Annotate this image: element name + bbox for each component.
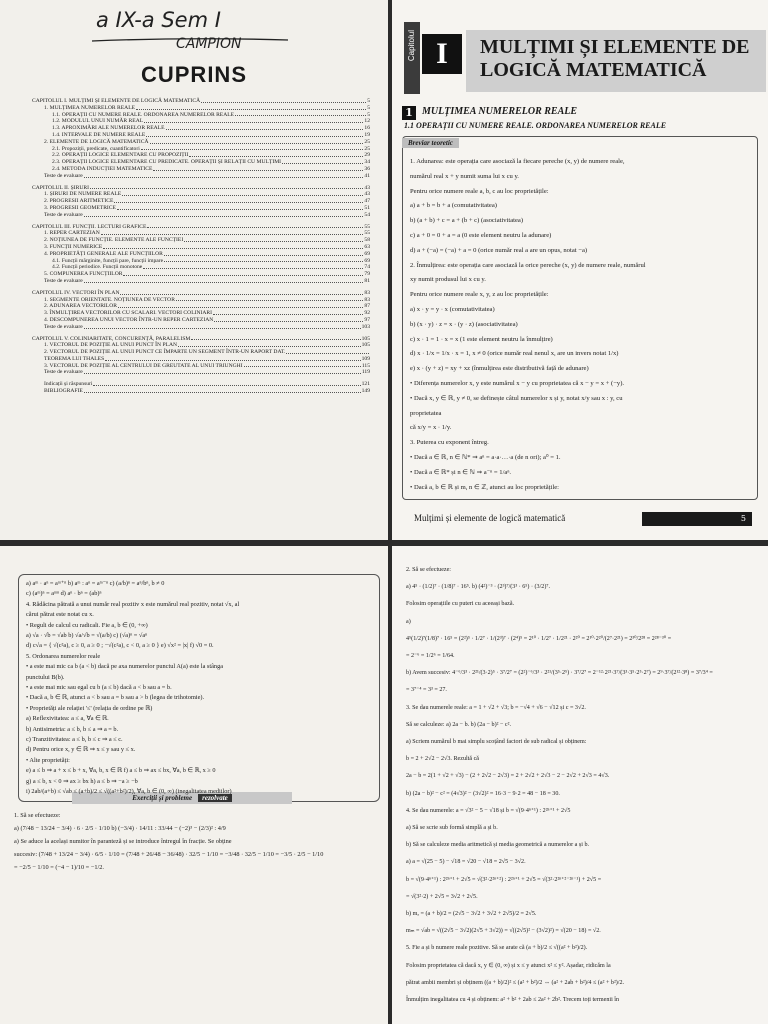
toc-dot-leader (147, 224, 363, 229)
toc-entry-title: TEOREMA LUI THALES (44, 355, 105, 362)
text-line: a) Să se scrie sub formă simplă a și b. (406, 825, 498, 831)
subsection-title: 1.1 OPERAȚII CU NUMERE REALE. ORDONAREA NUMERELOR REALE (404, 121, 667, 130)
chapter-title (466, 30, 766, 92)
toc-entry-title: CAPITOLUL I. MULȚIMI ȘI ELEMENTE DE LOGICĂ MATEMATICĂ (32, 98, 201, 104)
toc-entry (32, 105, 370, 112)
toc-dot-leader (84, 388, 361, 393)
toc-dot-leader (118, 303, 363, 308)
toc-entry-page: 97 (364, 316, 370, 323)
toc-entry (32, 324, 370, 331)
toc-entry (32, 205, 370, 212)
text-line: a) Scriem numărul b mai simplu scoțând factori de sub radical și obținem: (406, 739, 587, 745)
toc-dot-leader (150, 139, 364, 144)
text-line: d) a + (−a) = (−a) + a = 0 (orice număr real a are un opus, notat −a) (410, 246, 588, 254)
toc-dot-leader (93, 381, 360, 386)
toc-entry-page: 74 (364, 264, 370, 271)
section-title: MULȚIMEA NUMERELOR REALE (422, 106, 578, 117)
toc-entry (32, 146, 370, 153)
toc-entry-title: 3. VECTORUL DE POZIȚIE AL CENTRULUI DE GREUTATE AL UNUI TRIUNGHI (44, 362, 243, 369)
toc-dot-leader (282, 159, 363, 164)
text-line: = 2⁻⁶ = 1/2⁶ = 1/64. (406, 653, 455, 659)
text-line: • a este mai mic sau egal cu b (a ≤ b) dacă a < b sau a = b. (26, 684, 172, 691)
text-line: Folosim operațiile cu puteri cu aceeași bază. (406, 601, 515, 608)
text-line: b = √(9·4ⁿ⁺¹) : 2²ⁿ⁺¹ + 2√5 = √(3²·2²ⁿ⁺²) : 2²ⁿ⁺¹ + 2√5 = √(3²·2²ⁿ⁺²⁻²ⁿ⁻¹) + 2√5 = (406, 876, 602, 883)
text-line: = 3⁷⁻⁴ = 3³ = 27. (406, 687, 447, 694)
toc-entry-page: 83 (364, 296, 370, 303)
toc-entry-page: 149 (361, 388, 370, 395)
toc-entry-title: Indicații și răspunsuri (44, 381, 93, 388)
toc-entry (32, 271, 370, 278)
text-line: 2. Să se efectueze: (406, 567, 452, 573)
text-line: b) Antisimetria: a ≤ b, b ≤ a ⇒ a = b. (26, 725, 119, 733)
text-line: că x/y = x · 1/y. (410, 424, 452, 432)
text-line: a) Reflexivitatea: a ≤ a, ∀a ∈ ℝ. (26, 715, 109, 723)
toc-entry (32, 212, 370, 219)
toc-entry (32, 191, 370, 198)
toc-entry-title: 2.2. OPERAȚII LOGICE ELEMENTARE CU PROPOZIȚII (52, 152, 189, 159)
text-line: b) (2a − b)² − c² = (4√3)² − (3√2)² = 16·3 − 9·2 = 48 − 18 = 30. (406, 790, 560, 797)
toc-entry (32, 198, 370, 205)
toc-entry (32, 139, 370, 146)
text-line: punctului B(b). (26, 673, 65, 681)
toc-entry-title: 3. PROGRESII GEOMETRICE (44, 204, 116, 211)
toc-dot-leader (166, 125, 364, 130)
toc-entry (32, 381, 370, 388)
toc-entry-page: 43 (364, 184, 370, 191)
toc-entry (32, 369, 370, 376)
toc-entry-title: 1.2. MODULUL UNUI NUMĂR REAL (52, 118, 144, 125)
text-line: • Dacă a, b ∈ ℝ și m, n ∈ ℤ, atunci au loc proprietățile: (410, 483, 559, 491)
toc-dot-leader (164, 251, 364, 256)
toc-entry-title: 4.1. Funcții mărginite, funcții pare, funcții impare (52, 257, 164, 264)
toc-dot-leader (136, 105, 366, 110)
chapter-number: I (422, 34, 462, 74)
toc-entry-title: 2. ADUNAREA VECTORILOR (44, 303, 117, 310)
text-line: • Alte proprietăți: (26, 756, 70, 764)
toc-entry (32, 317, 370, 324)
text-line: • Dacă a ∈ ℝ, n ∈ ℕ* ⇒ aⁿ = a·a·…·a (de n ori); a⁰ = 1. (410, 454, 561, 461)
text-line: • a este mai mic ca b (a < b) dacă pe axa numerelor punctul A(a) este la stânga (26, 663, 224, 671)
toc-entry (32, 152, 370, 159)
text-line: b) mₐ = (a + b)/2 = (2√5 − 3√2 + 3√2 + 2√5)/2 = 2√5. (406, 911, 537, 917)
text-line: 4. Se dau numerele: a = √3² − 5 − √18 și b = √(9·4ⁿ⁺¹) : 2²ⁿ⁺¹ + 2√5 (406, 807, 571, 814)
toc-entry-title: 2. VECTORUL DE POZIȚIE AL UNUI PUNCT CE ÎMPARTE UN SEGMENT ÎNTR-UN RAPORT DAT. (44, 349, 286, 356)
toc-dot-leader (214, 317, 363, 322)
text-line: • Dacă x, y ∈ ℝ, y ≠ 0, se definește câtul numerelor x și y, notat x/y sau x : y, cu (410, 394, 623, 402)
toc-dot-leader (244, 363, 361, 368)
toc-entry-page: 58 (364, 237, 370, 244)
text-line: 3. Se dau numerele reale: a = 1 + √2 + √3; b = −√4 + √6 − √12 și c = 3√2. (406, 704, 586, 711)
text-line: i) 2ab/(a+b) ≤ √ab ≤ (a+b)/2 ≤ √((a²+b²)/2), ∀a, b ∈ (0, ∞) (inegalitatea mediilor) (26, 788, 232, 795)
toc-entry (32, 125, 370, 132)
text-line: xy numit produsul lui x cu y. (410, 276, 486, 284)
text-line: d) c√a = { √(c²a), c ≥ 0, a ≥ 0 ; −√(c²a), c < 0, a ≥ 0 } e) √x² = |x| f) √0 = 0. (26, 642, 214, 650)
toc-dot-leader (117, 205, 363, 210)
toc-dot-leader (178, 342, 361, 347)
text-line: a) a + b = b + a (comutativitatea) (410, 202, 497, 210)
toc-entry-title: 1. VECTORUL DE POZIȚIE AL UNUI PUNCT ÎN PLAN (44, 342, 178, 349)
toc-entry-title: BIBLIOGRAFIE (44, 388, 83, 395)
toc-entry-page: 119 (361, 369, 370, 376)
toc-entry-page: 47 (364, 198, 370, 205)
toc-dot-leader (189, 152, 363, 157)
text-line: a) (7/48 − 13/24 − 3/4) · 6 · 2/5 · 1/10 b) (−3/4) · 14/11 : 33/44 − (−2)³ − (2/3)² : 4/9 (14, 825, 226, 832)
text-line: 2a − b = 2(1 + √2 + √3) − (2 + 2√2 − 2√3) = 2 + 2√2 + 2√3 − 2 − 2√2 + 2√3 = 4√3. (406, 773, 610, 780)
toc-entry-page: 25 (364, 145, 370, 152)
page-footer (392, 510, 768, 528)
toc-entry-page: 69 (364, 250, 370, 257)
toc-dot-leader (286, 349, 369, 354)
toc-entry-title: Teste de evaluare (44, 211, 83, 218)
exercises-tag: rezolvate (198, 794, 232, 802)
text-line: = −2/5 − 1/10 = (−4 − 1)/10 = −1/2. (14, 864, 104, 871)
toc-entry-page: 121 (361, 381, 370, 388)
toc-entry (32, 264, 370, 271)
text-line: 2. Înmulțirea: este operația care asociază la orice pereche (x, y) de numere reale, numărul (410, 261, 646, 269)
text-line: b) (a + b) + c = a + (b + c) (asociativitatea) (410, 217, 524, 225)
text-line: Pentru orice numere reale x, y, z au loc proprietățile: (410, 291, 549, 299)
cuprins-title: CUPRINS (140, 62, 247, 87)
toc-entry-title: CAPITOLUL V. COLINIARITATE, CONCURENȚĂ, PARALELISM (32, 335, 191, 342)
text-line: Folosim proprietatea că dacă x, y ∈ (0, ∞) și x ≤ y atunci x² ≤ y². Așadar, ridicăm la (406, 962, 611, 969)
toc-dot-leader (101, 230, 364, 235)
text-line: 1. Adunarea: este operația care asociază la fiecare pereche (x, y) de numere reale, (410, 158, 625, 165)
toc-entry-page: 29 (364, 152, 370, 159)
toc-entry-page: 81 (364, 277, 370, 284)
toc-entry-title: 3. ÎNMULȚIREA VECTORILOR CU SCALARI. VECTORI COLINIARI (44, 310, 213, 317)
text-line: a) a = √(25 − 5) − √18 = √20 − √18 = 2√5 − 3√2. (406, 859, 526, 866)
toc-entry (32, 173, 370, 180)
toc-entry-title: 1. REPER CARTEZIAN (44, 230, 100, 237)
toc-entry-page: 36 (364, 165, 370, 172)
toc-entry-page: 5 (367, 111, 370, 118)
text-line: mₘ = √ab = √((2√5 − 3√2)(2√5 + 3√2)) = √((2√5)² − (3√2)²) = √(20 − 18) = √2. (406, 928, 601, 935)
toc-entry (32, 224, 370, 231)
toc-entry (32, 159, 370, 166)
toc-entry-title: 2.3. OPERAȚII LOGICE ELEMENTARE CU PREDICATE. OPERAȚII ȘI RELAȚII CU MULȚIMI (52, 159, 282, 166)
toc-entry-page: 12 (364, 118, 370, 125)
toc-entry-title: 4. DESCOMPUNEREA UNUI VECTOR ÎNTR-UN REPER CARTEZIAN (44, 316, 214, 323)
toc-dot-leader (144, 118, 363, 123)
text-line: c) Tranzitivitatea: a ≤ b, b ≤ c ⇒ a ≤ c. (26, 736, 123, 743)
toc-entry (32, 98, 370, 105)
text-line: 4. Rădăcina pătrată a unui număr real pozitiv x este numărul real pozitiv, notat √x, al (26, 600, 240, 608)
text-line: e) a ≤ b ⇒ a + x ≤ b + x, ∀a, b, x ∈ ℝ f) a ≤ b ⇒ ax ≤ bx, ∀a, b ∈ ℝ, x ≥ 0 (26, 767, 216, 775)
toc-entry-title: Teste de evaluare (44, 172, 83, 179)
toc-dot-leader (143, 264, 363, 269)
text-line: c) a + 0 = 0 + a = a (0 este element neutru la adunare) (410, 232, 552, 239)
text-line: a) √a · √b = √ab b) √a/√b = √(a/b) c) (√a)ⁿ = √aⁿ (26, 632, 148, 639)
toc-dot-leader (105, 356, 360, 361)
toc-entry-title: 1. ȘIRURI DE NUMERE REALE (44, 191, 122, 198)
toc-entry-page: 109 (361, 355, 370, 362)
toc-entry-page: 105 (361, 342, 370, 349)
text-line: 1. Să se efectueze: (14, 812, 61, 819)
toc-entry-title: CAPITOLUL II. ȘIRURI (32, 184, 90, 191)
toc-entry-page: 41 (364, 172, 370, 179)
text-line: b) Avem succesiv: 4⁻⁶/3³ · 2²¹/(3·2)⁵ · 3⁷/2⁷ = (2²)⁻⁶/3³ · 2²¹/(3⁵·2⁵) · 3⁷/2⁷ = 2⁻¹²·2²¹·3⁷/(3³·3⁵·2⁵·2⁷) = 2⁹·3⁷/(2¹²·3⁸) = 3⁷/3⁴ = (406, 670, 713, 677)
toc-entry-page: 87 (364, 303, 370, 310)
section-number: 1 (402, 106, 416, 120)
toc-entry (32, 251, 370, 258)
toc-entry-title: CAPITOLUL IV. VECTORI ÎN PLAN (32, 289, 120, 296)
toc-entry (32, 310, 370, 317)
toc-dot-leader (84, 324, 361, 329)
text-line: • Dacă a, b ∈ ℝ, atunci a < b sau a = b sau a > b (legea de trihotomie). (26, 694, 205, 702)
toc-dot-leader (184, 237, 363, 242)
toc-entry-page: 43 (364, 191, 370, 198)
toc-dot-leader (84, 278, 364, 283)
text-line: • Dacă a ∈ ℝ* și n ∈ ℕ ⇒ a⁻ⁿ = 1/aⁿ. (410, 468, 512, 476)
toc-entry-title: 2. ELEMENTE DE LOGICĂ MATEMATICĂ (44, 138, 149, 145)
toc-entry-page: 83 (364, 289, 370, 296)
text-line: pătrat ambii membri și obținem ((a + b)/2)² ≤ (a² + b²)/2 ⇔ (a² + 2ab + b²)/4 ≤ (a² + b²)/2. (406, 979, 625, 986)
text-line: a) 4⁵ · (1/2)⁷ · (1/8)⁷ · 16⁵. b) (4²)⁻³ · (2³)⁷/(3³ · 6⁵) · (3/2)⁷. (406, 584, 551, 591)
toc-entry-page: 25 (364, 138, 370, 145)
text-line: d) Pentru orice x, y ∈ ℝ ⇒ x ≤ y sau y ≤ x. (26, 746, 136, 754)
toc-entry (32, 244, 370, 251)
text-line: 5. Fie a și b numere reale pozitive. Să se arate că (a + b)/2 ≤ √((a² + b²)/2). (406, 945, 588, 952)
toc-dot-leader (141, 146, 364, 151)
toc-entry-title: 3. FUNCȚII NUMERICE (44, 243, 103, 250)
toc-entry (32, 363, 370, 370)
chapter-title-line-2: LOGICĂ MATEMATICĂ (480, 59, 707, 81)
text-line: numărul real x + y numit suma lui x cu y. (410, 172, 519, 180)
toc-entry-page: 115 (361, 362, 370, 369)
text-line: a) aᵐ · aⁿ = aᵐ⁺ⁿ b) aᵐ : aⁿ = aᵐ⁻ⁿ c) (a/b)ⁿ = aⁿ/bⁿ, b ≠ 0 (26, 580, 165, 587)
toc-entry (32, 230, 370, 237)
toc-entry-title: 1.4. INTERVALE DE NUMERE REALE (52, 131, 146, 138)
toc-dot-leader (120, 290, 363, 295)
text-line: d) x · 1/x = 1/x · x = 1, x ≠ 0 (orice număr real nenul x, are un invers notat 1/x) (410, 350, 619, 358)
text-line: a) (406, 618, 411, 625)
breviar-tag: Breviar teoretic (402, 138, 459, 148)
text-line: cărui pătrat este notat cu x. (26, 611, 94, 619)
text-line: b) Să se calculeze media aritmetică și media geometrică a numerelor a și b. (406, 842, 590, 849)
exercises-title: Exerciții și probleme (132, 794, 193, 802)
toc-entry-title: Teste de evaluare (44, 369, 83, 376)
toc-entry-page: 55 (364, 230, 370, 237)
toc-entry-page: 79 (364, 271, 370, 278)
page-bottom-right (392, 546, 768, 1024)
toc-entry-title: 2. PROGRESII ARITMETICE (44, 198, 114, 205)
toc-dot-leader (84, 173, 364, 178)
handwritten-note-class: a IX-a Sem I (96, 8, 221, 32)
text-line: • Proprietăți ale relației '≤' (relația de ordine pe ℝ) (26, 704, 153, 712)
toc-entry-title: 1.3. APROXIMĂRI ALE NUMERELOR REALE (52, 125, 165, 132)
toc-entry-title: CAPITOLUL III. FUNCȚII. LECTURI GRAFICE (32, 223, 147, 230)
toc-dot-leader (164, 258, 363, 263)
page-number: 5 (642, 512, 752, 526)
chapter-tab (404, 22, 420, 94)
toc-entry (32, 237, 370, 244)
text-line: Pentru orice numere reale a, b, c au loc proprietățile: (410, 187, 549, 195)
toc-entry (32, 349, 370, 356)
toc-dot-leader (191, 336, 360, 341)
text-line: • Reguli de calcul cu radicali. Fie a, b ∈ (0, +∞) (26, 621, 148, 629)
toc-entry-page: 103 (361, 323, 370, 330)
toc-entry-page: 63 (364, 243, 370, 250)
toc-entry-page: 51 (364, 204, 370, 211)
toc-entry (32, 388, 370, 395)
toc-entry-page: 5 (367, 98, 370, 104)
toc-dot-leader (201, 98, 366, 103)
toc-entry-title: 4. PROPRIETĂȚI GENERALE ALE FUNCȚIILOR (44, 250, 163, 257)
toc-entry-page: 55 (364, 223, 370, 230)
text-line: e) x · (y + z) = xy + xz (înmulțirea este distributivă față de adunare) (410, 365, 589, 373)
toc-entry-title: Teste de evaluare (44, 323, 83, 330)
text-line: • Diferența numerelor x, y este numărul x − y cu proprietatea că x − y = x + (−y). (410, 380, 625, 387)
toc-entry (32, 278, 370, 285)
toc-entry (32, 258, 370, 265)
page-bottom-left (0, 546, 388, 1024)
text-line: Înmulțim inegalitatea cu 4 și obținem: a² + b² + 2ab ≤ 2a² + 2b². Trecem toți termenii în (406, 997, 620, 1003)
toc-entry-title: 5. COMPUNEREA FUNCȚIILOR (44, 271, 123, 278)
toc-dot-leader (153, 166, 363, 171)
text-line: c) (aᵐ)ⁿ = aᵐⁿ d) aⁿ · bⁿ = (ab)ⁿ (26, 590, 102, 598)
toc-entry (32, 185, 370, 192)
toc-dot-leader (84, 369, 361, 374)
toc-dot-leader (122, 191, 363, 196)
text-line: g) a ≤ b, x < 0 ⇒ ax ≥ bx h) a ≤ b ⇒ −a ≥ −b (26, 777, 138, 785)
text-line: succesiv: (7/48 + 13/24 − 3/4) · 6/5 · 1/10 = (7/48 + 26/48 − 36/48) · 32/5 − 1/10 = −3/48 · 32/5 − 1/10 = −3/5 · 2/5 − 1/10 (14, 851, 324, 858)
text-line: proprietatea (410, 409, 442, 417)
toc-entry-page: 19 (364, 131, 370, 138)
toc-entry-title: 4.2. Funcții periodice. Funcții monotone (52, 264, 143, 271)
text-line: a) x · y = y · x (comutativitatea) (410, 306, 495, 313)
footer-label: Mulțimi și elemente de logică matematică (414, 513, 566, 523)
toc-dot-leader (235, 112, 366, 117)
toc-dot-leader (146, 132, 363, 137)
text-line: 5. Ordonarea numerelor reale (26, 652, 101, 660)
toc-entry (32, 132, 370, 139)
toc-dot-leader (213, 310, 363, 315)
page-cuprins (0, 0, 388, 540)
chapter-tab-label: Capitolul (407, 30, 416, 62)
text-line: b) (x · y) · z = x · (y · z) (asociativitatea) (410, 320, 518, 328)
toc-entry-page: 16 (364, 125, 370, 132)
toc-entry-title: 2.1. Propoziții, predicate, cuantificatori (52, 145, 140, 152)
toc-entry-page: 105 (361, 335, 370, 342)
handwritten-note-author: CAMPION (176, 36, 242, 52)
text-line: Să se calculeze: a) 2a − b. b) (2a − b)² − c². (406, 721, 511, 728)
toc-entry-title: 2.4. METODA INDUCȚIEI MATEMATICE (52, 165, 153, 172)
toc-entry-page: 92 (364, 310, 370, 317)
text-line: b = 2 + 2√2 − 2√3. Rezultă că (406, 756, 480, 763)
toc-entry (32, 166, 370, 173)
toc-dot-leader (84, 212, 364, 217)
toc-entry-title: Teste de evaluare (44, 277, 83, 284)
toc-dot-leader (123, 271, 363, 276)
toc-dot-leader (90, 185, 363, 190)
toc-entry (32, 356, 370, 363)
toc-dot-leader (176, 297, 363, 302)
text-line: a) Se aduce la același numitor în paranteză și se introduce întregul în fracție. Se obține (14, 838, 232, 845)
text-line: 3. Puterea cu exponent întreg. (410, 439, 489, 447)
toc-entry-page: 34 (364, 159, 370, 166)
chapter-title-line-1: MULȚIMI ȘI ELEMENTE DE (480, 36, 750, 58)
toc-dot-leader (103, 244, 363, 249)
toc-entry (32, 290, 370, 297)
toc-dot-leader (114, 198, 363, 203)
toc-entry-title: 1. SEGMENTE ORIENTATE. NOȚIUNEA DE VECTOR (44, 296, 175, 303)
text-line: c) x · 1 = 1 · x = x (1 este element neutru la înmulțire) (410, 335, 553, 343)
toc-entry-title: 1.1. OPERAȚII CU NUMERE REALE. ORDONAREA NUMERELOR REALE (52, 111, 235, 118)
text-line: 4⁵(1/2)⁷(1/8)⁷ · 16⁵ = (2²)⁵ · 1/2⁷ · 1/(2³)⁷ · (2⁴)⁵ = 2¹⁰ · 1/2⁷ · 1/2²¹ · 2²⁰ = 2¹⁰·2²⁰/(2⁷·2²¹) = 2³⁰/2²⁸ = 2²⁸⁻³⁰ = (406, 635, 672, 642)
toc-entry-page: 69 (364, 257, 370, 264)
text-line: = √(3²·2) + 2√5 = 3√2 + 2√5. (406, 893, 478, 900)
toc-entry-title: 2. NOȚIUNEA DE FUNCȚIE. ELEMENTE ALE FUNCȚIEI (44, 237, 184, 244)
toc-entry-title: 1. MULȚIMEA NUMERELOR REALE (44, 104, 136, 111)
toc-entry-page: 54 (364, 211, 370, 218)
toc-entry (32, 297, 370, 304)
table-of-contents (32, 98, 370, 395)
page-chapter-one (392, 0, 768, 540)
toc-entry-page: 5 (367, 104, 370, 111)
